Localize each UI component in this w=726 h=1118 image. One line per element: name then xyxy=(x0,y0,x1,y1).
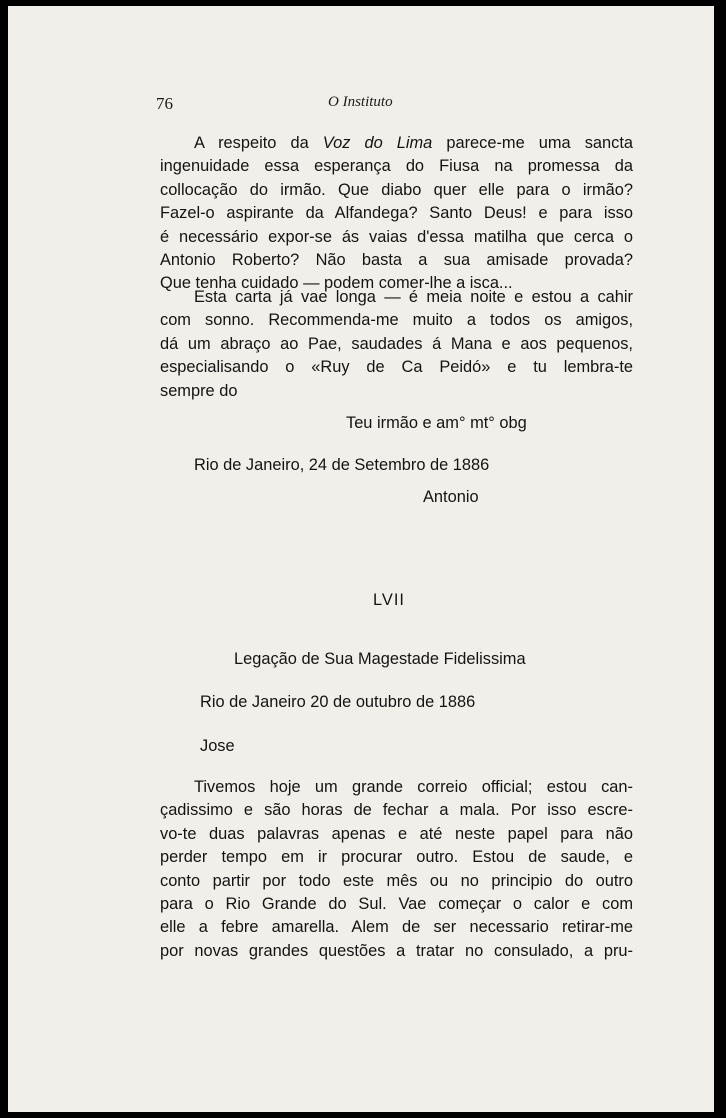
text-line: Tivemos hoje um grande correio official; estou can- xyxy=(194,778,633,796)
place-date: Rio de Janeiro 20 de outubro de 1886 xyxy=(200,693,476,711)
text-line: ingenuidade essa esperança do Fiusa na promessa da xyxy=(160,157,633,176)
paragraph-3 xyxy=(160,778,633,965)
running-title: O Instituto xyxy=(328,94,393,110)
text-line: para o Rio Grande do Sul. Vae começar o calor e com xyxy=(160,894,633,913)
page xyxy=(8,6,714,1112)
text-line: Fazel-o aspirante da Alfandega? Santo Deus! e para isso xyxy=(160,204,633,223)
closing: Teu irmão e am° mt° obg xyxy=(346,414,527,432)
paragraph-2 xyxy=(160,288,633,405)
text-line: çadissimo e são horas de fechar a mala. Por isso escre- xyxy=(160,801,633,820)
text-line: Esta carta já vae longa — é meia noite e estou a cahir xyxy=(194,288,633,306)
text-line: Que tenha cuidado — podem comer-lhe a isca... xyxy=(160,274,513,293)
text-line: por novas grandes questões a tratar no consulado, a pru- xyxy=(160,941,633,960)
text-line: perder tempo em ir procurar outro. Estou de saude, e xyxy=(160,848,633,867)
text-line: A respeito da Voz do Lima parece-me uma sancta xyxy=(194,134,634,152)
text-line: é necessário expor-se ás vaias d'essa matilha que cerca o xyxy=(160,227,633,246)
letter-number: LVII xyxy=(373,591,405,609)
text-line: sempre do xyxy=(160,381,238,400)
text-line: collocação do irmão. Que diabo quer elle para o irmão? xyxy=(160,180,633,199)
place-date: Rio de Janeiro, 24 de Setembro de 1886 xyxy=(194,456,490,474)
paragraph-1 xyxy=(160,134,633,298)
letterhead: Legação de Sua Magestade Fidelissima xyxy=(234,650,526,668)
salutation: Jose xyxy=(200,737,235,755)
italic-title: Voz do Lima xyxy=(322,134,433,152)
text-line: elle a febre amarella. Alem de ser necessario retirar-me xyxy=(160,918,633,937)
text-line: vo-te duas palavras apenas e até neste papel para não xyxy=(160,824,633,843)
text-line: conto partir por todo este mês ou no principio do outro xyxy=(160,871,633,890)
signature: Antonio xyxy=(423,488,479,506)
text-line: dá um abraço ao Pae, saudades á Mana e aos pequenos, xyxy=(160,334,633,353)
scan-corner-mark xyxy=(714,980,726,1118)
scan-border-top xyxy=(0,0,726,6)
page-number: 76 xyxy=(156,94,173,113)
text-line: com sonno. Recommenda-me muito a todos os amigos, xyxy=(160,311,633,330)
text-line: especialisando o «Ruy de Ca Peidó» e tu lembra-te xyxy=(160,358,633,377)
page-header xyxy=(148,86,558,116)
text-line: Antonio Roberto? Não basta a sua amisade provada? xyxy=(160,250,633,269)
